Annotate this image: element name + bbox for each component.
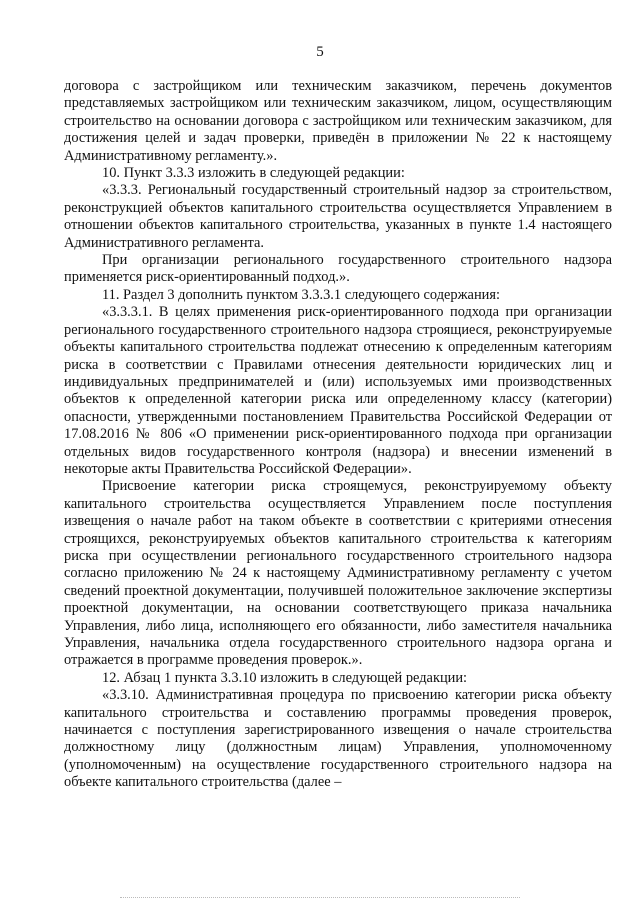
paragraph-3-3-3-1: «3.3.3.1. В целях применения риск-ориентированного подхода при организации регионального государственного строительного надзора строящиеся, реконструируемые объекты капитального строительства подлежат отнесению к определенным категориям риска в соответствии с Правилами отнесения деятельности юридических лиц и индивидуальных предпринимателей и (или) используемых ими производственных объектов к определенной категории риска или определенному классу (категории) опасности, утвержденными постановлением Правительства Российской Федерации от 17.08.2016 № 806 «О применении риск-ориентированного подхода при организации отдельных видов государственного контроля (надзора) и внесении изменений в некоторые акты Правительства Российской Федерации». <box>64 304 612 477</box>
paragraph-item-10: 10. Пункт 3.3.3 изложить в следующей редакции: <box>102 165 405 182</box>
paragraph-item-11: 11. Раздел 3 дополнить пунктом 3.3.3.1 следующего содержания: <box>102 286 500 303</box>
paragraph-item-12: 12. Абзац 1 пункта 3.3.10 изложить в следующей редакции: <box>102 669 468 686</box>
paragraph-continuation: договора с застройщиком или техническим заказчиком, перечень документов представляемых застройщиком или техническим заказчиком, лицом, осуществляющим строительство на основании договора с застройщиком или техническим заказчиком, для достижения целей и задач проверки, приведён в приложении № 22 к настоящему Административному регламенту.». <box>64 78 612 164</box>
paragraph-3-3-3: «3.3.3. Региональный государственный строительный надзор за строительством, реконструкцией объектов капитального строительства осуществляется Управлением в отношении объектов капитального строительства, указанных в пункте 1.4 настоящего Административного регламента. <box>64 182 612 251</box>
document-body <box>64 78 612 792</box>
page-number: 5 <box>316 44 324 60</box>
paragraph-risk-approach: При организации регионального государственного строительного надзора применяется риск-ориентированный подход.». <box>64 252 612 286</box>
bottom-divider <box>120 897 520 898</box>
paragraph-3-3-10: «3.3.10. Административная процедура по присвоению категории риска объекту капитального строительства и составлению программы проведения проверок, начинается с поступления зарегистрированного извещения о начале строительства должностному лицу (должностным лицам) Управления, уполномоченному (уполномоченным) на осуществление государственного строительного надзора на объекте капитального строительства (далее – <box>64 687 612 791</box>
paragraph-risk-assignment: Присвоение категории риска строящемуся, реконструируемому объекту капитального строительства осуществляется Управлением после поступления извещения о начале работ на таком объекте в соответствии с критериями отнесения строящихся, реконструируемых объектов капитального строительства к категориям риска при осуществлении регионального государственного строительного надзора согласно приложению № 24 к настоящему Административному регламенту с учетом сведений проектной документации, получившей положительное заключение экспертизы проектной документации, на основании соответствующего приказа начальника Управления, либо лица, исполняющего его обязанности, либо заместителя начальника Управления, начальника отдела государственного строительного надзора органа и отражается в программе проведения проверок.». <box>64 478 612 669</box>
